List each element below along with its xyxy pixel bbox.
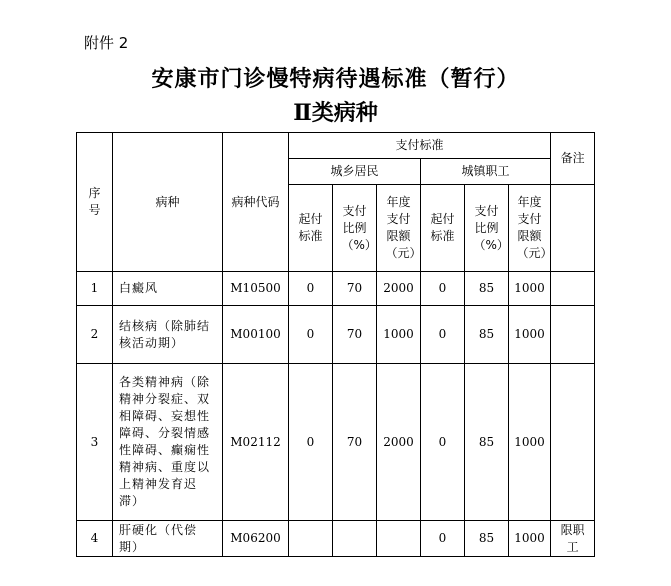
- header-urban-rural: 城乡居民: [289, 159, 421, 185]
- cell-remark: [551, 364, 595, 521]
- cell-r-ratio: [333, 521, 377, 557]
- header-r-ratio: 支付比例（%）: [333, 185, 377, 272]
- cell-e-limit: 1000: [509, 306, 551, 364]
- page-title: 安康市门诊慢特病待遇标准（暂行）: [151, 66, 520, 92]
- header-payment-standard: 支付标准: [289, 133, 551, 159]
- cell-r-deductible: 0: [289, 272, 333, 306]
- cell-r-deductible: 0: [289, 306, 333, 364]
- cell-e-limit: 1000: [509, 521, 551, 557]
- table-row: [77, 364, 595, 521]
- cell-r-ratio: 70: [333, 306, 377, 364]
- cell-e-deductible: 0: [421, 272, 465, 306]
- cell-code: M00100: [223, 306, 289, 364]
- cell-r-limit: 2000: [377, 272, 421, 306]
- cell-e-ratio: 85: [465, 306, 509, 364]
- cell-r-ratio: 70: [333, 364, 377, 521]
- cell-remark: 限职工: [551, 521, 595, 557]
- cell-e-limit: 1000: [509, 272, 551, 306]
- attachment-label: 附件 2: [84, 34, 129, 52]
- cell-e-ratio: 85: [465, 272, 509, 306]
- cell-seq: 2: [77, 306, 113, 364]
- cell-code: M06200: [223, 521, 289, 557]
- header-e-ratio: 支付比例（%）: [465, 185, 509, 272]
- table-row: [77, 306, 595, 364]
- cell-disease: 肝硬化（代偿期）: [113, 521, 223, 557]
- treatment-standard-table: [76, 132, 595, 557]
- cell-e-deductible: 0: [421, 521, 465, 557]
- header-urban-employee: 城镇职工: [421, 159, 551, 185]
- header-r-limit: 年度支付限额（元）: [377, 185, 421, 272]
- cell-r-limit: 1000: [377, 306, 421, 364]
- cell-e-ratio: 85: [465, 364, 509, 521]
- header-e-limit: 年度支付限额（元）: [509, 185, 551, 272]
- cell-seq: 1: [77, 272, 113, 306]
- cell-r-ratio: 70: [333, 272, 377, 306]
- header-seq: 序号: [77, 133, 113, 272]
- page-subtitle: Ⅱ类病种: [293, 100, 378, 126]
- table-row: [77, 272, 595, 306]
- cell-r-limit: [377, 521, 421, 557]
- header-remark: 备注: [551, 133, 595, 185]
- cell-e-deductible: 0: [421, 364, 465, 521]
- cell-e-deductible: 0: [421, 306, 465, 364]
- cell-seq: 4: [77, 521, 113, 557]
- header-code: 病种代码: [223, 133, 289, 272]
- cell-e-limit: 1000: [509, 364, 551, 521]
- cell-disease: 结核病（除肺结核活动期）: [113, 306, 223, 364]
- header-r-deductible: 起付标准: [289, 185, 333, 272]
- cell-r-deductible: [289, 521, 333, 557]
- cell-code: M10500: [223, 272, 289, 306]
- cell-r-deductible: 0: [289, 364, 333, 521]
- cell-code: M02112: [223, 364, 289, 521]
- cell-remark: [551, 272, 595, 306]
- cell-seq: 3: [77, 364, 113, 521]
- cell-e-ratio: 85: [465, 521, 509, 557]
- cell-r-limit: 2000: [377, 364, 421, 521]
- header-e-deductible: 起付标准: [421, 185, 465, 272]
- cell-disease: 各类精神病（除精神分裂症、双相障碍、妄想性障碍、分裂情感性障碍、癫痫性精神病、重度以上精神发育迟滞）: [113, 364, 223, 521]
- header-remark-blank: [551, 185, 595, 272]
- table-row: [77, 521, 595, 557]
- header-disease: 病种: [113, 133, 223, 272]
- cell-disease: 白癜风: [113, 272, 223, 306]
- cell-remark: [551, 306, 595, 364]
